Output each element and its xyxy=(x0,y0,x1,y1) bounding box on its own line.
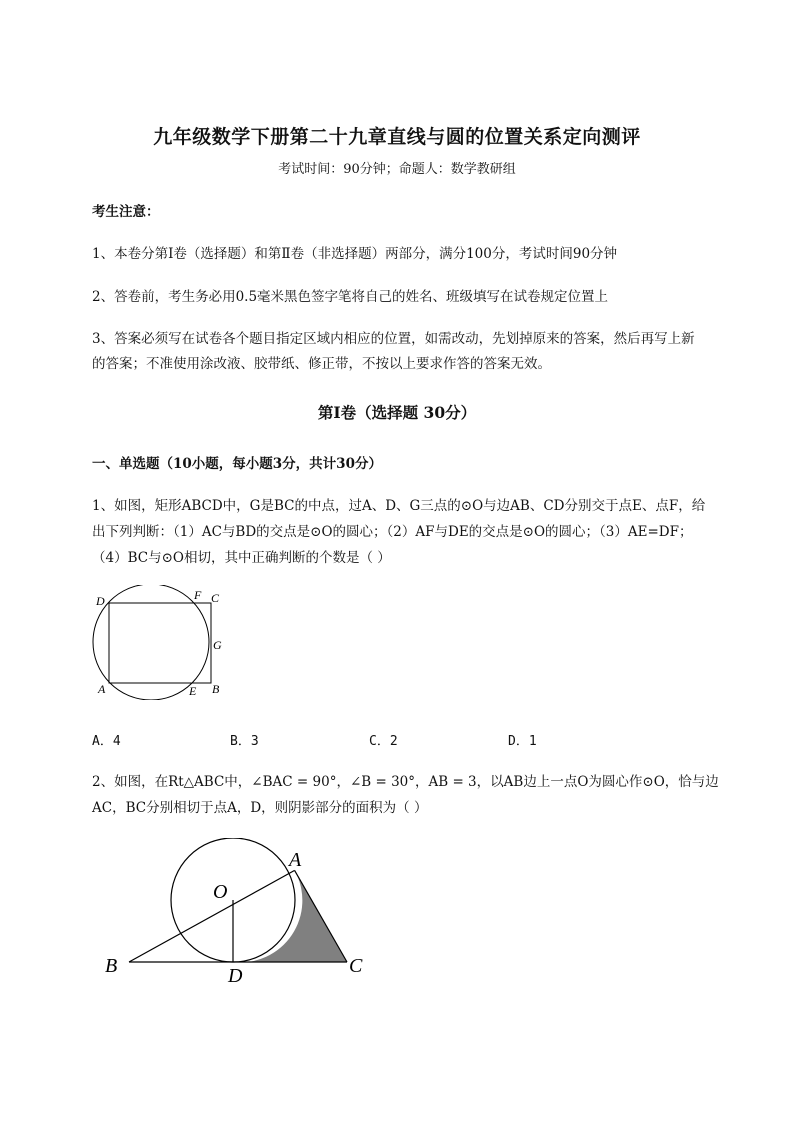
page-title: 九年级数学下册第二十九章直线与圆的位置关系定向测评 xyxy=(153,126,641,148)
q1-label-A: A xyxy=(98,682,106,696)
q1-option-a[interactable]: A．4 xyxy=(92,734,121,749)
q2-line-2: AC，BC分别相切于点A，D，则阴影部分的面积为（ ） xyxy=(92,800,428,816)
q1-label-D: D xyxy=(96,594,105,608)
q1-figure xyxy=(86,585,236,700)
q2-label-C: C xyxy=(349,955,363,977)
notice-item-3: 3、答案必须写在试卷各个题目指定区域内相应的位置，如需改动，先划掉原来的答案，然后再写上新 xyxy=(92,331,695,347)
q2-figure xyxy=(95,838,385,988)
q1-line-2: 出下列判断：（1）AC与BD的交点是⊙O的圆心；（2）AF与DE的交点是⊙O的圆心；（3）AE=DF； xyxy=(92,524,693,540)
notice-item-1: 1、本卷分第I卷（选择题）和第Ⅱ卷（非选择题）两部分，满分100分，考试时间90分钟 xyxy=(92,246,618,262)
notice-heading: 考生注意： xyxy=(92,204,160,220)
q2-label-A: A xyxy=(289,849,302,871)
q1-line-3: （4）BC与⊙O相切，其中正确判断的个数是（ ） xyxy=(92,550,391,566)
q1-label-E: E xyxy=(189,684,197,698)
q1-option-d[interactable]: D．1 xyxy=(508,734,537,749)
q2-label-D: D xyxy=(228,965,243,987)
section-title: 第I卷（选择题 30分） xyxy=(317,403,477,422)
notice-item-2: 2、答卷前，考生务必用0.5毫米黑色签字笔将自己的姓名、班级填写在试卷规定位置上 xyxy=(92,289,609,305)
sub-section-title: 一、单选题（10小题，每小题3分，共计30分） xyxy=(92,456,382,472)
q1-label-C: C xyxy=(211,591,220,605)
q1-label-F: F xyxy=(194,588,202,602)
q2-label-B: B xyxy=(105,955,118,977)
q1-label-B: B xyxy=(212,682,220,696)
q1-option-c[interactable]: C．2 xyxy=(369,734,398,749)
q2-line-1: 2、如图，在Rt△ABC中，∠BAC = 90°，∠B = 30°，AB = 3，以AB边上一点O为圆心作⊙O，恰与边 xyxy=(92,774,719,790)
q1-label-G: G xyxy=(213,638,222,652)
q1-line-1: 1、如图，矩形ABCD中，G是BC的中点，过A、D、G三点的⊙O与边AB、CD分别交于点E、点F，给 xyxy=(92,498,706,514)
q1-rectangle xyxy=(109,603,211,683)
exam-info: 考试时间：90分钟；命题人：数学教研组 xyxy=(278,162,516,177)
q2-side-ab xyxy=(129,870,295,962)
q1-option-b[interactable]: B．3 xyxy=(230,734,259,749)
q2-shaded-region xyxy=(233,870,347,962)
notice-item-3-cont: 的答案；不准使用涂改液、胶带纸、修正带，不按以上要求作答的答案无效。 xyxy=(92,356,551,372)
q2-label-O: O xyxy=(213,881,228,903)
